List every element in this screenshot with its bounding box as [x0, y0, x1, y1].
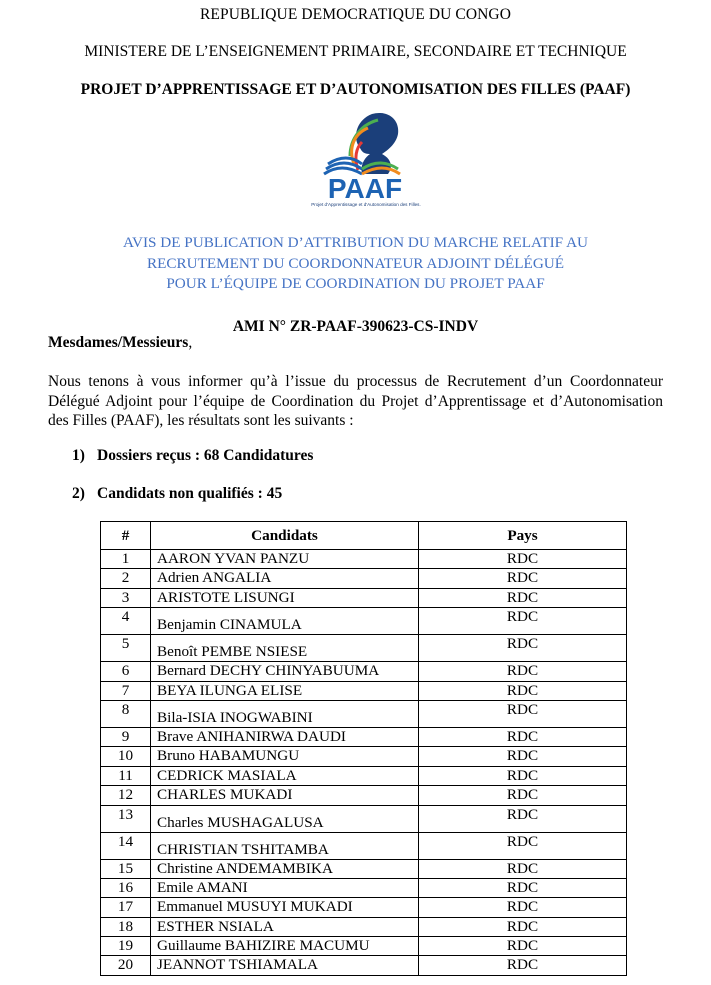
cell-number: 10 [101, 747, 151, 766]
cell-pays: RDC [419, 727, 627, 746]
cell-number: 15 [101, 859, 151, 878]
table-body [101, 550, 627, 976]
cell-pays: RDC [419, 786, 627, 805]
cell-number: 8 [101, 700, 151, 727]
table-row [101, 956, 627, 975]
logo-tagline: Projet d'Apprentissage et d'Autonomisation des Filles. [311, 202, 421, 207]
cell-pays: RDC [419, 635, 627, 662]
table-row [101, 898, 627, 917]
cell-number: 2 [101, 569, 151, 588]
candidates-table [100, 521, 627, 976]
cell-candidate: BEYA ILUNGA ELISE [151, 681, 419, 700]
cell-number: 13 [101, 805, 151, 832]
list-item-text: Dossiers reçus : 68 Candidatures [97, 447, 314, 464]
cell-pays: RDC [419, 956, 627, 975]
cell-candidate: Adrien ANGALIA [151, 569, 419, 588]
cell-number: 6 [101, 662, 151, 681]
header-number: # [101, 522, 151, 550]
list-item-number: 1) [72, 447, 85, 464]
cell-candidate: Christine ANDEMAMBIKA [151, 859, 419, 878]
cell-pays: RDC [419, 937, 627, 956]
cell-candidate: CHRISTIAN TSHITAMBA [151, 832, 419, 859]
cell-pays: RDC [419, 608, 627, 635]
cell-number: 14 [101, 832, 151, 859]
table-row [101, 937, 627, 956]
cell-number: 18 [101, 917, 151, 936]
paaf-logo [290, 108, 440, 208]
table-row [101, 550, 627, 569]
cell-pays: RDC [419, 700, 627, 727]
table-row [101, 766, 627, 785]
list-item-non-qualifies [72, 485, 282, 503]
cell-pays: RDC [419, 747, 627, 766]
cell-number: 20 [101, 956, 151, 975]
cell-pays: RDC [419, 766, 627, 785]
cell-number: 11 [101, 766, 151, 785]
notice-title [0, 233, 711, 295]
table-row [101, 805, 627, 832]
cell-candidate: Emile AMANI [151, 878, 419, 897]
cell-pays: RDC [419, 832, 627, 859]
cell-candidate: Guillaume BAHIZIRE MACUMU [151, 937, 419, 956]
logo-text: PAAF [327, 173, 403, 204]
table-row [101, 727, 627, 746]
cell-pays: RDC [419, 588, 627, 607]
cell-candidate: Benoît PEMBE NSIESE [151, 635, 419, 662]
cell-pays: RDC [419, 878, 627, 897]
list-item-number: 2) [72, 485, 85, 502]
cell-number: 1 [101, 550, 151, 569]
cell-number: 19 [101, 937, 151, 956]
list-item-text: Candidats non qualifiés : 45 [97, 485, 283, 502]
cell-pays: RDC [419, 898, 627, 917]
cell-candidate: JEANNOT TSHIAMALA [151, 956, 419, 975]
cell-pays: RDC [419, 569, 627, 588]
table-row [101, 662, 627, 681]
intro-paragraph: Nous tenons à vous informer qu’à l’issue du processus de Recrutement d’un Coordonnateur Délégué Adjoint pour l’équipe de Coordination du Projet d’Apprentissage et d’Autonomisation des Filles (PAAF), les résultats sont les suivants : [48, 373, 663, 429]
salutation-comma: , [188, 334, 193, 351]
table-row [101, 569, 627, 588]
table-row [101, 747, 627, 766]
cell-candidate: Bila-ISIA INOGWABINI [151, 700, 419, 727]
table-row [101, 700, 627, 727]
cell-candidate: AARON YVAN PANZU [151, 550, 419, 569]
cell-pays: RDC [419, 917, 627, 936]
cell-candidate: Bernard DECHY CHINYABUUMA [151, 662, 419, 681]
table-row [101, 786, 627, 805]
cell-number: 9 [101, 727, 151, 746]
cell-candidate: ARISTOTE LISUNGI [151, 588, 419, 607]
cell-number: 3 [101, 588, 151, 607]
cell-candidate: Benjamin CINAMULA [151, 608, 419, 635]
header-candidats: Candidats [151, 522, 419, 550]
cell-candidate: CEDRICK MASIALA [151, 766, 419, 785]
table-header-row [101, 522, 627, 550]
cell-candidate: Brave ANIHANIRWA DAUDI [151, 727, 419, 746]
table-row [101, 917, 627, 936]
ami-reference: AMI N° ZR-PAAF-390623-CS-INDV [232, 318, 479, 335]
cell-candidate: CHARLES MUKADI [151, 786, 419, 805]
salutation [48, 334, 192, 352]
cell-pays: RDC [419, 681, 627, 700]
header-project: PROJET D’APPRENTISSAGE ET D’AUTONOMISATION DES FILLES (PAAF) [80, 81, 631, 98]
cell-candidate: Emmanuel MUSUYI MUKADI [151, 898, 419, 917]
cell-pays: RDC [419, 550, 627, 569]
cell-candidate: ESTHER NSIALA [151, 917, 419, 936]
salutation-text: Mesdames/Messieurs [48, 334, 189, 351]
cell-pays: RDC [419, 662, 627, 681]
table-row [101, 859, 627, 878]
cell-candidate: Charles MUSHAGALUSA [151, 805, 419, 832]
table-row [101, 588, 627, 607]
header-ministry: MINISTERE DE L’ENSEIGNEMENT PRIMAIRE, SECONDAIRE ET TECHNIQUE [84, 43, 627, 60]
table-row [101, 878, 627, 897]
table-row [101, 635, 627, 662]
notice-title-line2: RECRUTEMENT DU COORDONNATEUR ADJOINT DÉLÉGUÉ [146, 254, 565, 272]
table-row [101, 681, 627, 700]
header-pays: Pays [419, 522, 627, 550]
header-republic: REPUBLIQUE DEMOCRATIQUE DU CONGO [199, 6, 512, 23]
cell-number: 16 [101, 878, 151, 897]
notice-title-line1: AVIS DE PUBLICATION D’ATTRIBUTION DU MARCHE RELATIF AU [122, 234, 589, 251]
table-row [101, 832, 627, 859]
cell-number: 4 [101, 608, 151, 635]
cell-number: 12 [101, 786, 151, 805]
cell-pays: RDC [419, 805, 627, 832]
cell-number: 17 [101, 898, 151, 917]
cell-candidate: Bruno HABAMUNGU [151, 747, 419, 766]
list-item-dossiers [72, 447, 313, 465]
notice-title-line3: POUR L’ÉQUIPE DE COORDINATION DU PROJET PAAF [166, 275, 545, 292]
table-row [101, 608, 627, 635]
cell-number: 5 [101, 635, 151, 662]
cell-pays: RDC [419, 859, 627, 878]
cell-number: 7 [101, 681, 151, 700]
